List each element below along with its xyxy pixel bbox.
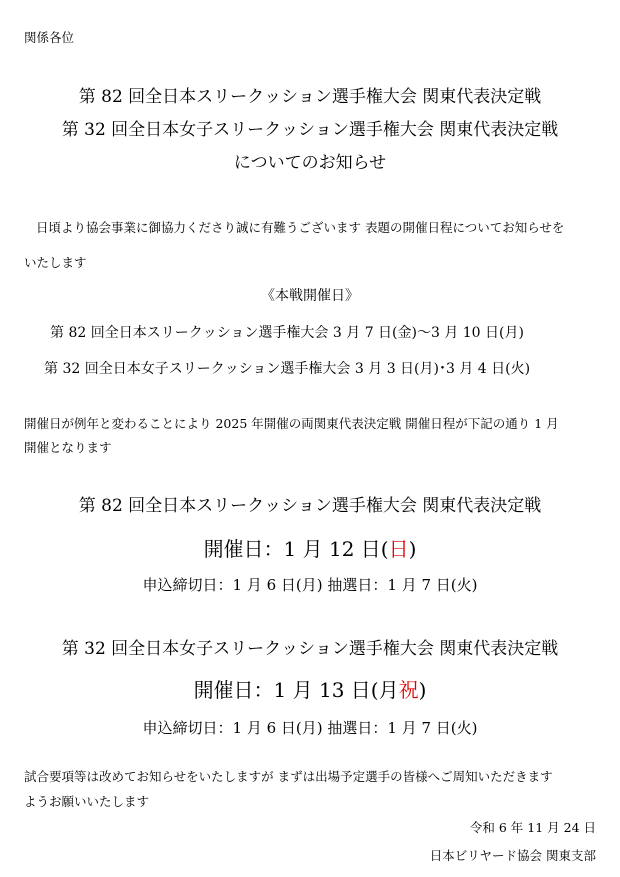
- intro-line-1: 日頃より協会事業に御協力くださり誠に有難うございます 表題の開催日程についてお知らせを: [36, 220, 565, 235]
- notice-line-1: 開催日が例年と変わることにより 2025 年開催の両関東代表決定戦 開催日程が下記の通り 1 月: [24, 416, 559, 431]
- section1-date-day: 日: [388, 537, 409, 561]
- section2-date-main: 開催日：1 月 13 日(月: [193, 678, 399, 702]
- section1-date-main: 開催日：1 月 12 日(: [203, 537, 389, 561]
- section1-date-close: ): [408, 537, 417, 561]
- section2-deadlines: 申込締切日：1 月 6 日(月) 抽選日：1 月 7 日(火): [142, 719, 478, 737]
- title-line-3: についてのお知らせ: [233, 153, 387, 173]
- signature-org: 日本ビリヤード協会 関東支部: [429, 848, 596, 863]
- notice-line-2: 開催となります: [24, 440, 112, 455]
- signature-date: 令和 6 年 11 月 24 日: [469, 820, 596, 835]
- closing-line-1: 試合要項等は改めてお知らせをいたしますが まずは出場予定選手の皆様へご周知いただきます: [24, 769, 553, 784]
- section2-title: 第 32 回全日本女子スリークッション選手権大会 関東代表決定戦: [61, 639, 559, 659]
- main-event-2: 第 32 回全日本女子スリークッション選手権大会 3 月 3 日(月)･3 月 4 日(火): [44, 361, 531, 377]
- section2-date-day: 祝: [398, 678, 419, 702]
- addressee: 関係各位: [24, 30, 75, 45]
- section1-title: 第 82 回全日本スリークッション選手権大会 関東代表決定戦: [78, 496, 542, 516]
- title-line-1: 第 82 回全日本スリークッション選手権大会 関東代表決定戦: [78, 87, 542, 107]
- main-event-1: 第 82 回全日本スリークッション選手権大会 3 月 7 日(金)～3 月 10 日(月): [50, 325, 524, 341]
- intro-line-2: いたします: [24, 255, 87, 270]
- title-line-2: 第 32 回全日本女子スリークッション選手権大会 関東代表決定戦: [61, 120, 559, 140]
- section2-date-close: ): [418, 678, 427, 702]
- main-events-heading: 《本戦開催日》: [261, 288, 359, 304]
- section1-date: [0, 539, 620, 559]
- section2-date: [0, 680, 620, 700]
- section1-deadlines: 申込締切日：1 月 6 日(月) 抽選日：1 月 7 日(火): [142, 576, 478, 594]
- closing-line-2: ようお願いいたします: [24, 794, 150, 809]
